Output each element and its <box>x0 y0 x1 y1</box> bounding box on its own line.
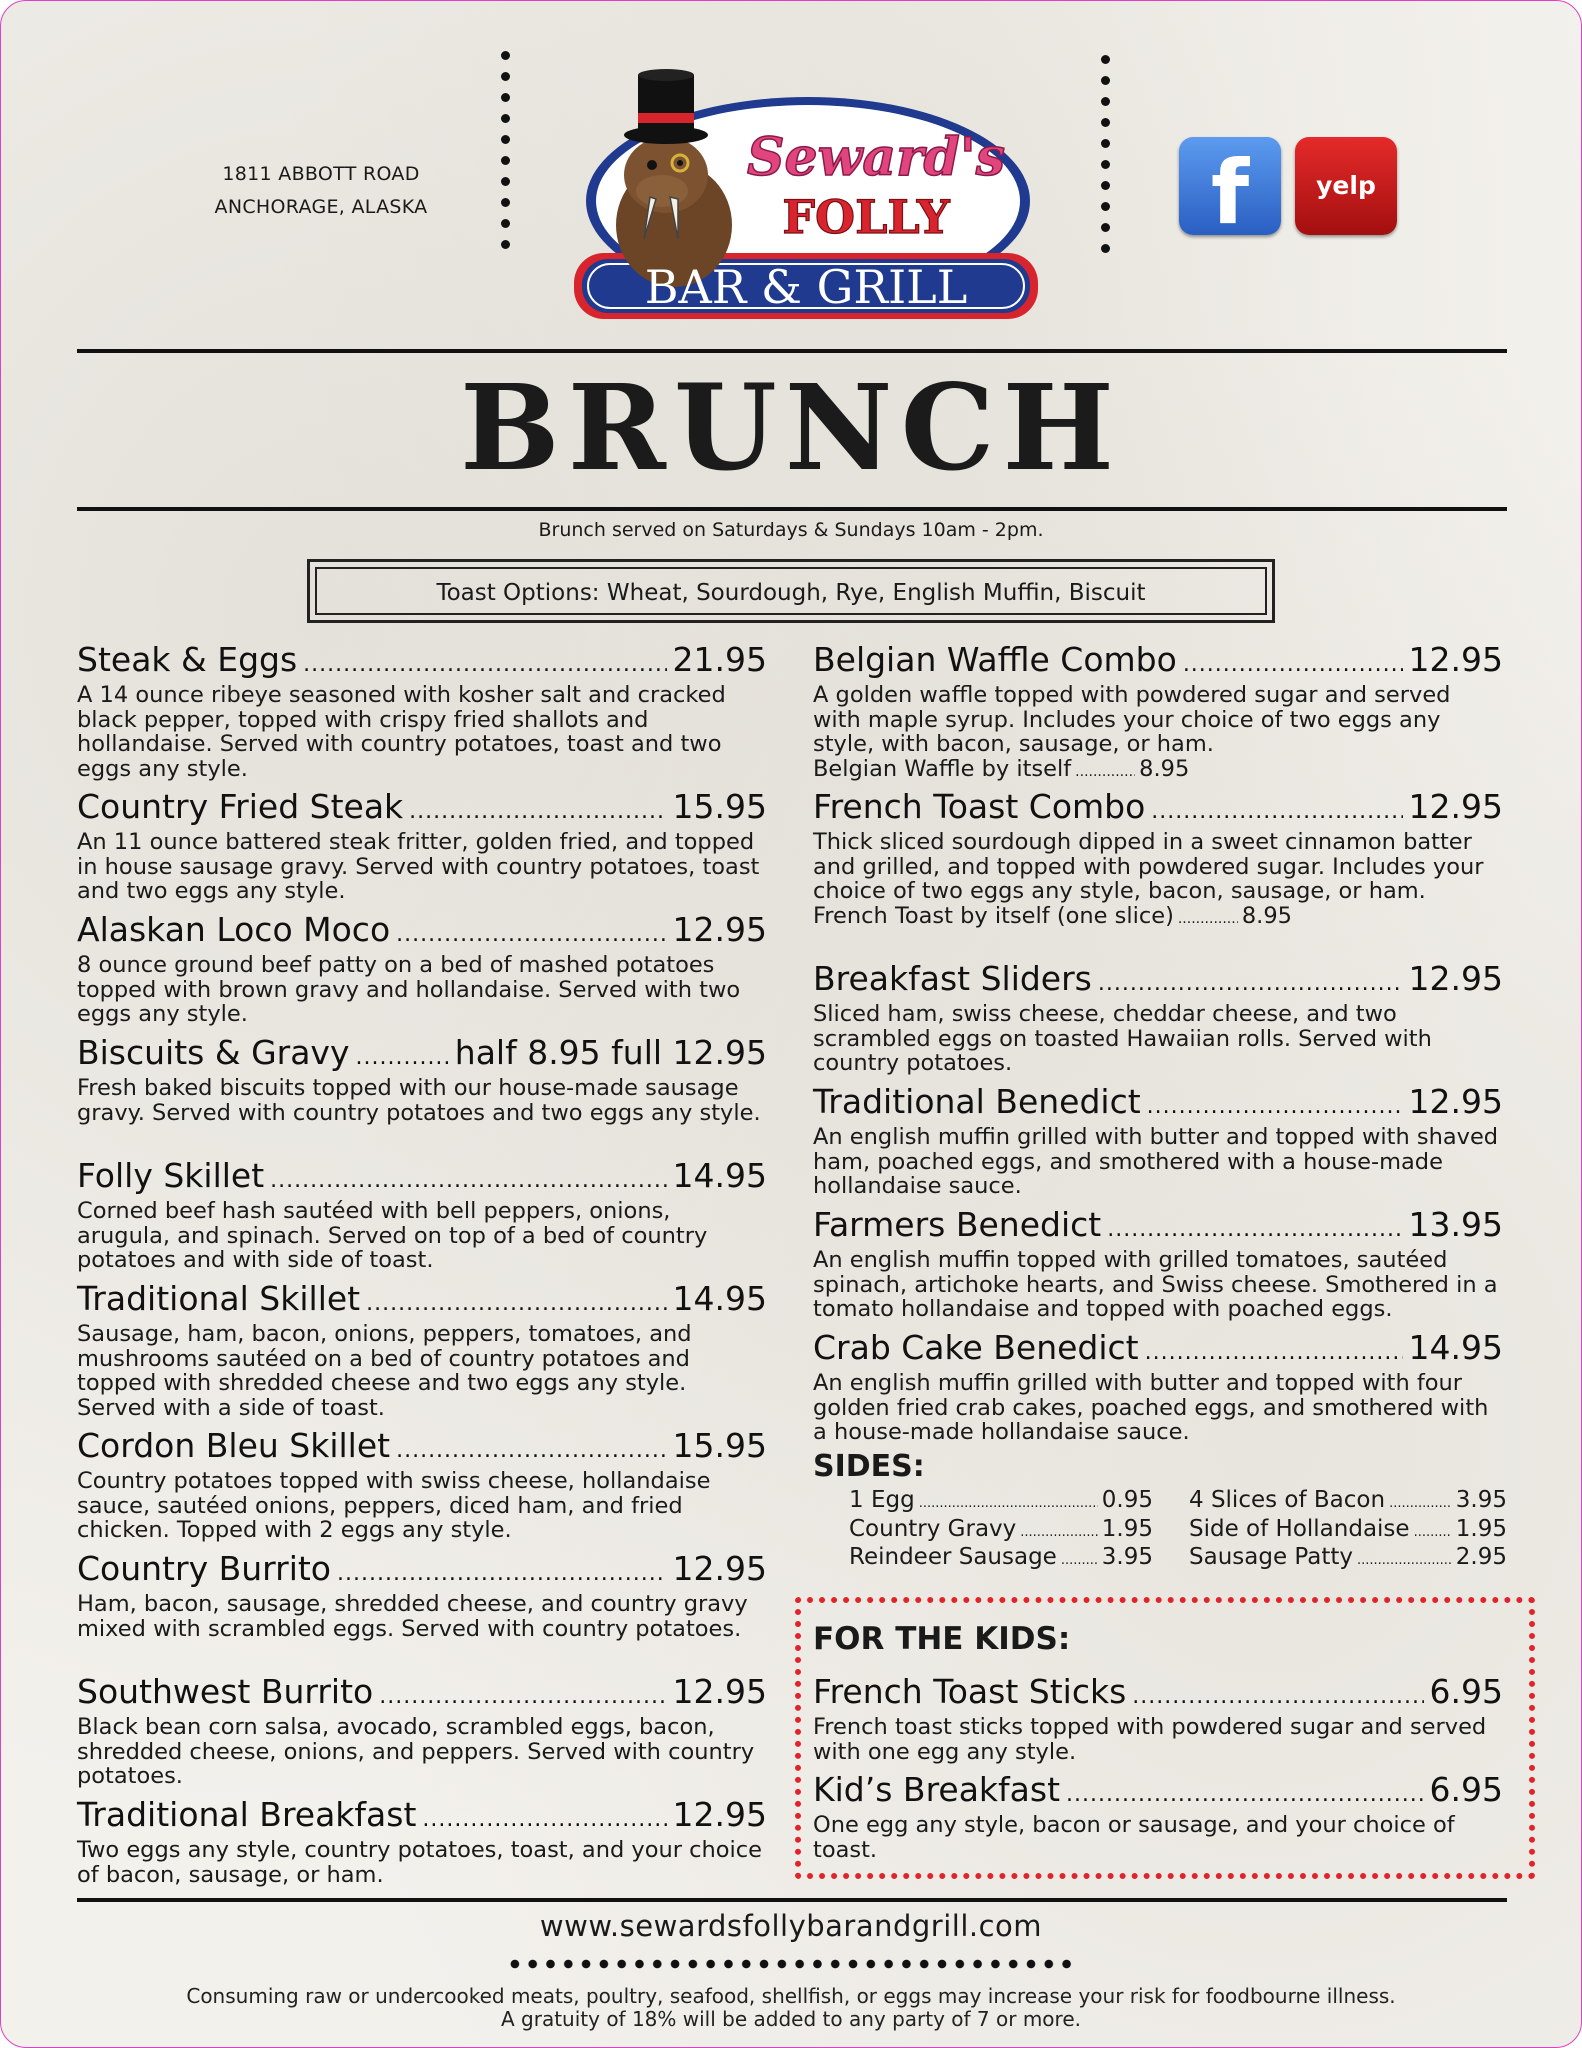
side-name: Side of Hollandaise <box>1189 1515 1410 1542</box>
address-block <box>151 158 491 224</box>
address-city: ANCHORAGE, ALASKA <box>214 196 428 218</box>
item-price: 15.95 <box>672 787 767 826</box>
menu-item <box>77 1035 767 1125</box>
address-street: 1811 ABBOTT ROAD <box>222 163 420 185</box>
item-price: 12.95 <box>1408 1082 1503 1121</box>
sewards-folly-logo <box>566 53 1046 323</box>
item-description: French toast sticks topped with powdered sugar and served with one egg any style. <box>813 1714 1487 1765</box>
disclaimer-line: Consuming raw or undercooked meats, poultry, seafood, shellfish, or eggs may increase your risk for foodbourne illness. <box>186 1984 1396 2008</box>
item-name: French Toast Sticks <box>813 1672 1127 1711</box>
left-dotted-divider <box>501 51 511 261</box>
side-name: Sausage Patty <box>1189 1544 1353 1570</box>
side-name: Country Gravy <box>849 1515 1017 1542</box>
item-name: Folly Skillet <box>77 1156 265 1195</box>
item-description: Thick sliced sourdough dipped in a sweet cinnamon batter and grilled, and topped with powdered sugar. Includes your choice of two eggs any style, bacon, sausage, or ham. <box>813 829 1484 904</box>
item-description: An 11 ounce battered steak fritter, golden fried, and topped in house sausage gravy. Served with country potatoes, toast and two eggs any style. <box>77 829 760 904</box>
item-name: Alaskan Loco Moco <box>77 910 391 949</box>
item-name: Traditional Benedict <box>813 1082 1141 1121</box>
sides-list-right <box>1189 1488 1507 1574</box>
sides-heading: SIDES: <box>813 1449 925 1484</box>
item-description: Sliced ham, swiss cheese, cheddar cheese, and two scrambled eggs on toasted Hawaiian rolls. Served with country potatoes. <box>813 1001 1432 1076</box>
toast-options-value: Wheat, Sourdough, Rye, English Muffin, Biscuit <box>606 580 1146 606</box>
item-price: 12.95 <box>1408 787 1503 826</box>
yelp-icon[interactable]: yelp <box>1295 137 1397 235</box>
item-description: An english muffin topped with grilled tomatoes, sautéed spinach, artichoke hearts, and Swiss cheese. Smothered in a tomato hollandaise and topped with poached eggs. <box>813 1247 1498 1322</box>
item-price: 12.95 <box>1408 959 1503 998</box>
item-name: Country Fried Steak <box>77 787 404 826</box>
item-price: 21.95 <box>672 640 767 679</box>
item-price: 14.95 <box>672 1279 767 1318</box>
menu-item <box>813 1330 1503 1445</box>
menu-item <box>77 1797 767 1887</box>
menu-item <box>813 642 1503 784</box>
side-item <box>849 1517 1153 1546</box>
svg-text:Seward's: Seward's <box>746 127 1006 188</box>
menu-item <box>77 642 767 781</box>
item-name: Country Burrito <box>77 1549 331 1588</box>
item-sub-name: French Toast by itself (one slice) <box>813 902 1174 929</box>
item-name: Traditional Breakfast <box>77 1795 417 1834</box>
item-price: 6.95 <box>1429 1770 1503 1809</box>
side-price: 2.95 <box>1455 1544 1507 1570</box>
menu-item <box>813 1207 1503 1322</box>
item-price: half 8.95 full 12.95 <box>454 1033 767 1072</box>
item-price: 12.95 <box>672 1549 767 1588</box>
item-description: Country potatoes topped with swiss cheese, hollandaise sauce, sautéed onions, peppers, diced ham, and fried chicken. Topped with 2 eggs any style. <box>77 1468 711 1543</box>
menu-item <box>77 789 767 904</box>
served-hours-note: Brunch served on Saturdays & Sundays 10am - 2pm. <box>538 519 1044 541</box>
item-name: Cordon Bleu Skillet <box>77 1426 391 1465</box>
item-price: 12.95 <box>672 1795 767 1834</box>
item-price: 13.95 <box>1408 1205 1503 1244</box>
side-price: 1.95 <box>1101 1515 1153 1542</box>
right-dotted-divider <box>1101 55 1111 265</box>
side-name: 1 Egg <box>849 1487 915 1513</box>
side-item <box>849 1488 1153 1517</box>
item-description: A golden waffle topped with powdered sugar and served with maple syrup. Includes your choice of two eggs any style, with bacon, sausage, or ham. <box>813 682 1451 757</box>
item-price: 12.95 <box>672 910 767 949</box>
item-description: Two eggs any style, country potatoes, toast, and your choice of bacon, sausage, or ham. <box>77 1837 763 1888</box>
item-sub-price: 8.95 <box>1241 902 1292 929</box>
side-item <box>1189 1488 1507 1517</box>
gratuity-note: A gratuity of 18% will be added to any party of 7 or more. <box>501 2007 1081 2031</box>
svg-text:FOLLY: FOLLY <box>782 190 950 244</box>
item-description: One egg any style, bacon or sausage, and your choice of toast. <box>813 1812 1455 1863</box>
kids-heading: FOR THE KIDS: <box>813 1621 1071 1657</box>
side-name: Reindeer Sausage <box>849 1544 1057 1570</box>
svg-text:BAR & GRILL: BAR & GRILL <box>644 260 968 314</box>
item-description: A 14 ounce ribeye seasoned with kosher salt and cracked black pepper, topped with crispy fried shallots and hollandaise. Served with country potatoes, toast and two eggs any style. <box>77 682 726 782</box>
header-rule-bottom <box>77 507 1507 511</box>
side-price: 1.95 <box>1455 1515 1507 1542</box>
item-price: 15.95 <box>672 1426 767 1465</box>
item-price: 14.95 <box>1408 1328 1503 1367</box>
side-item <box>1189 1545 1507 1574</box>
item-name: French Toast Combo <box>813 787 1146 826</box>
menu-item <box>77 1428 767 1543</box>
item-sub-price: 8.95 <box>1139 755 1190 782</box>
item-description: Ham, bacon, sausage, shredded cheese, and country gravy mixed with scrambled eggs. Served with country potatoes. <box>77 1591 748 1642</box>
health-disclaimer <box>1 1985 1581 2031</box>
item-name: Crab Cake Benedict <box>813 1328 1139 1367</box>
sides-list-left <box>849 1488 1153 1574</box>
item-description: Black bean corn salsa, avocado, scrambled eggs, bacon, shredded cheese, onions, and peppers. Served with country potatoes. <box>77 1714 755 1789</box>
menu-item <box>77 1674 767 1789</box>
toast-options-box <box>307 559 1275 623</box>
menu-item <box>77 1551 767 1641</box>
menu-item <box>813 961 1503 1076</box>
item-name: Breakfast Sliders <box>813 959 1092 998</box>
website-link[interactable]: www.sewardsfollybarandgrill.com <box>539 1909 1043 1943</box>
item-price: 6.95 <box>1429 1672 1503 1711</box>
menu-item <box>813 1084 1503 1199</box>
item-price: 12.95 <box>672 1672 767 1711</box>
footer-dotted-divider <box>506 1958 1076 1970</box>
facebook-icon[interactable]: f <box>1179 137 1281 235</box>
item-name: Belgian Waffle Combo <box>813 640 1177 679</box>
item-description: Sausage, ham, bacon, onions, peppers, tomatoes, and mushrooms sautéed on a bed of country potatoes and topped with shredded cheese and two eggs any style. Served with a side of toast. <box>77 1321 692 1421</box>
page-title: BRUNCH <box>460 358 1122 497</box>
item-description: Corned beef hash sautéed with bell peppers, onions, arugula, and spinach. Served on top of a bed of country potatoes and with side of toast. <box>77 1198 708 1273</box>
item-description: An english muffin grilled with butter and topped with shaved ham, poached eggs, and smothered with a house-made hollandaise sauce. <box>813 1124 1499 1199</box>
menu-item <box>77 1158 767 1273</box>
item-price: 12.95 <box>1408 640 1503 679</box>
side-item <box>1189 1517 1507 1546</box>
item-sub-name: Belgian Waffle by itself <box>813 755 1072 782</box>
menu-item <box>77 912 767 1027</box>
menu-item <box>813 789 1503 931</box>
item-description: 8 ounce ground beef patty on a bed of mashed potatoes topped with brown gravy and hollandaise. Served with two eggs any style. <box>77 952 741 1027</box>
item-name: Farmers Benedict <box>813 1205 1102 1244</box>
item-description: Fresh baked biscuits topped with our house-made sausage gravy. Served with country potatoes and two eggs any style. <box>77 1075 761 1126</box>
side-price: 3.95 <box>1455 1487 1507 1513</box>
side-price: 3.95 <box>1101 1544 1153 1570</box>
footer-rule <box>77 1898 1507 1902</box>
toast-options-label: Toast Options: <box>436 580 600 606</box>
item-name: Traditional Skillet <box>77 1279 361 1318</box>
item-description: An english muffin grilled with butter and topped with four golden fried crab cakes, poached eggs, and smothered with a house-made hollandaise sauce. <box>813 1370 1489 1445</box>
side-name: 4 Slices of Bacon <box>1189 1487 1386 1513</box>
item-name: Kid’s Breakfast <box>813 1770 1061 1809</box>
item-name: Biscuits & Gravy <box>77 1033 350 1072</box>
side-item <box>849 1545 1153 1574</box>
item-name: Steak & Eggs <box>77 640 298 679</box>
item-name: Southwest Burrito <box>77 1672 374 1711</box>
item-price: 14.95 <box>672 1156 767 1195</box>
side-price: 0.95 <box>1101 1487 1153 1513</box>
kids-menu-item <box>813 1772 1503 1862</box>
menu-item <box>77 1281 767 1420</box>
kids-menu-item <box>813 1674 1503 1764</box>
